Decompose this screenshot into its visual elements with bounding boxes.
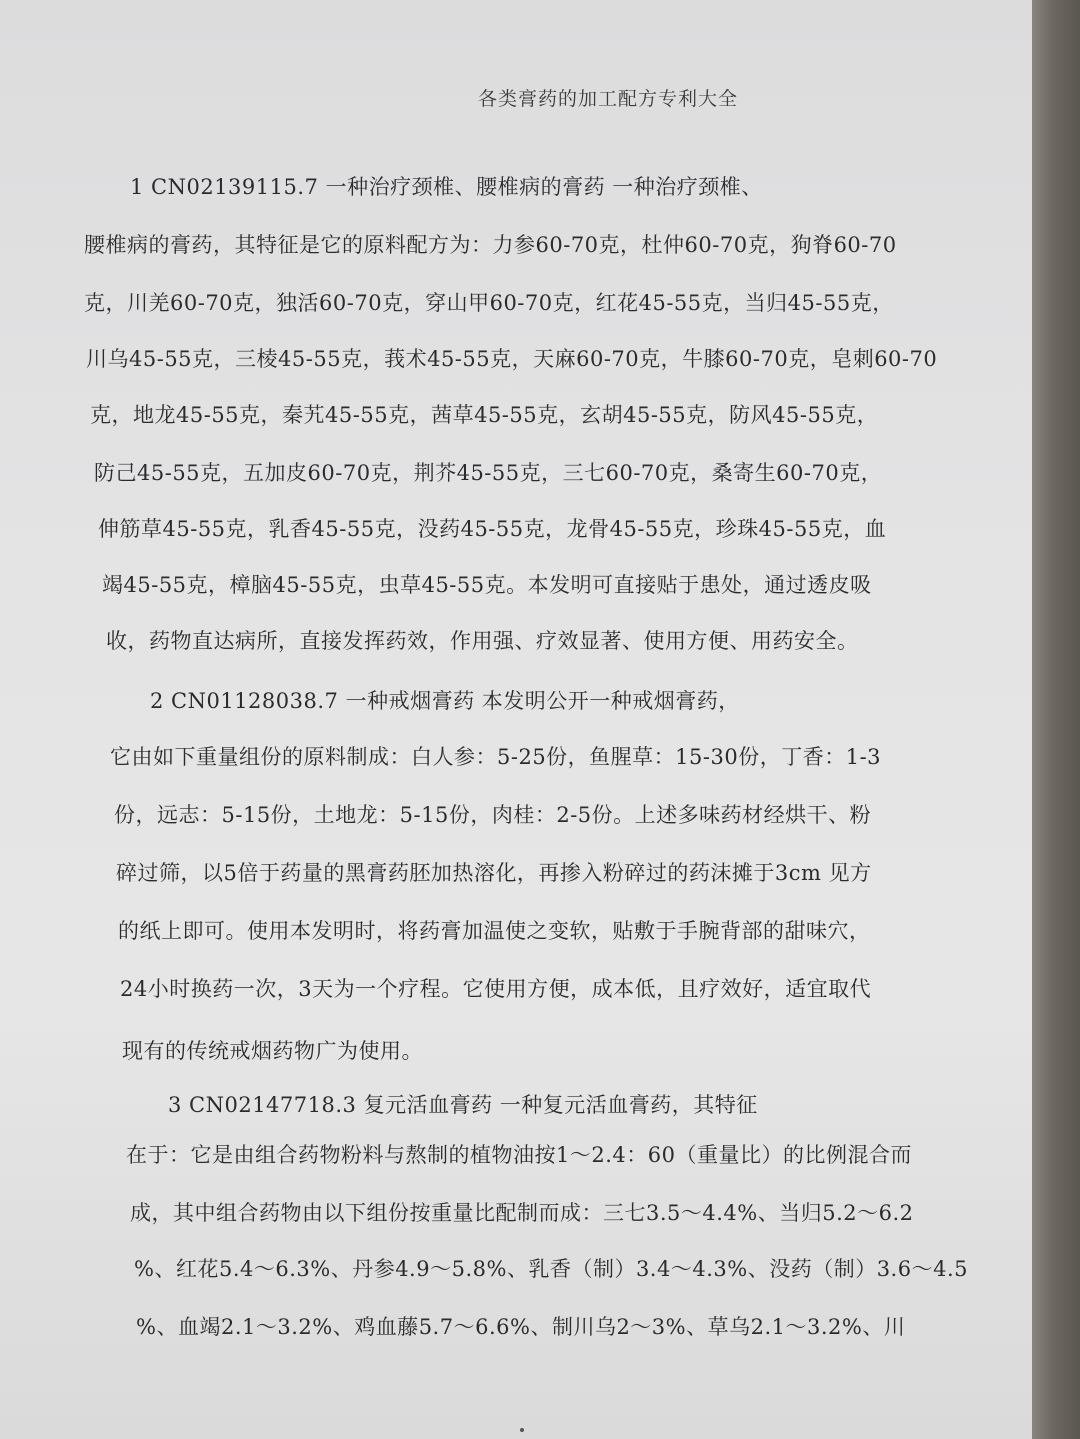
text-line: 成，其中组合药物由以下组份按重量比配制而成：三七3.5～4.4%、当归5.2～6.2	[130, 1201, 914, 1225]
text-line: 3 CN02147718.3 复元活血膏药 一种复元活血膏药，其特征	[168, 1093, 758, 1117]
text-line: 24小时换药一次，3天为一个疗程。它使用方便，成本低，且疗效好，适宜取代	[120, 977, 872, 1001]
text-line: 收，药物直达病所，直接发挥药效，作用强、疗效显著、使用方便、用药安全。	[106, 629, 859, 653]
text-line: 克，地龙45-55克，秦艽45-55克，茜草45-55克，玄胡45-55克，防风45-55克，	[90, 403, 879, 427]
text-line: 防己45-55克，五加皮60-70克，荆芥45-55克，三七60-70克，桑寄生60-70克，	[94, 461, 883, 485]
text-line: 2 CN01128038.7 一种戒烟膏药 本发明公开一种戒烟膏药，	[150, 689, 740, 713]
text-line: 伸筋草45-55克，乳香45-55克，没药45-55克，龙骨45-55克，珍珠45-55克，血	[98, 517, 887, 541]
text-line: 现有的传统戒烟药物广为使用。	[122, 1039, 423, 1063]
document-title: 各类膏药的加工配方专利大全	[478, 88, 739, 110]
text-line: 的纸上即可。使用本发明时，将药膏加温使之变软，贴敷于手腕背部的甜味穴，	[118, 919, 871, 943]
text-line: 在于：它是由组合药物粉料与熬制的植物油按1～2.4：60（重量比）的比例混合而	[126, 1143, 912, 1167]
text-line: 克，川羌60-70克，独活60-70克，穿山甲60-70克，红花45-55克，当归45-55克，	[84, 291, 894, 315]
text-line: 碎过筛，以5倍于药量的黑膏药胚加热溶化，再掺入粉碎过的药沫摊于3cm 见方	[116, 861, 872, 885]
text-line: %、红花5.4～6.3%、丹参4.9～5.8%、乳香（制）3.4～4.3%、没药（制）3.6～4.5	[134, 1257, 968, 1281]
page-mark	[520, 1428, 524, 1432]
text-line: 1 CN02139115.7 一种治疗颈椎、腰椎病的膏药 一种治疗颈椎、	[130, 175, 763, 199]
text-line: 份，远志：5-15份，土地龙：5-15份，肉桂：2-5份。上述多味药材经烘干、粉	[114, 803, 872, 827]
text-line: %、血竭2.1～3.2%、鸡血藤5.7～6.6%、制川乌2～3%、草乌2.1～3.2%、川	[136, 1315, 906, 1339]
text-line: 腰椎病的膏药，其特征是它的原料配方为：力参60-70克，杜仲60-70克，狗脊60-70	[84, 233, 897, 257]
text-line: 川乌45-55克，三棱45-55克，莪术45-55克，天麻60-70克，牛膝60-70克，皂刺60-70	[86, 347, 938, 371]
table-surface	[1032, 0, 1080, 1439]
text-line: 它由如下重量组份的原料制成：白人参：5-25份，鱼腥草：15-30份，丁香：1-3	[110, 745, 882, 769]
text-line: 竭45-55克，樟脑45-55克，虫草45-55克。本发明可直接贴于患处，通过透皮吸	[102, 573, 872, 597]
